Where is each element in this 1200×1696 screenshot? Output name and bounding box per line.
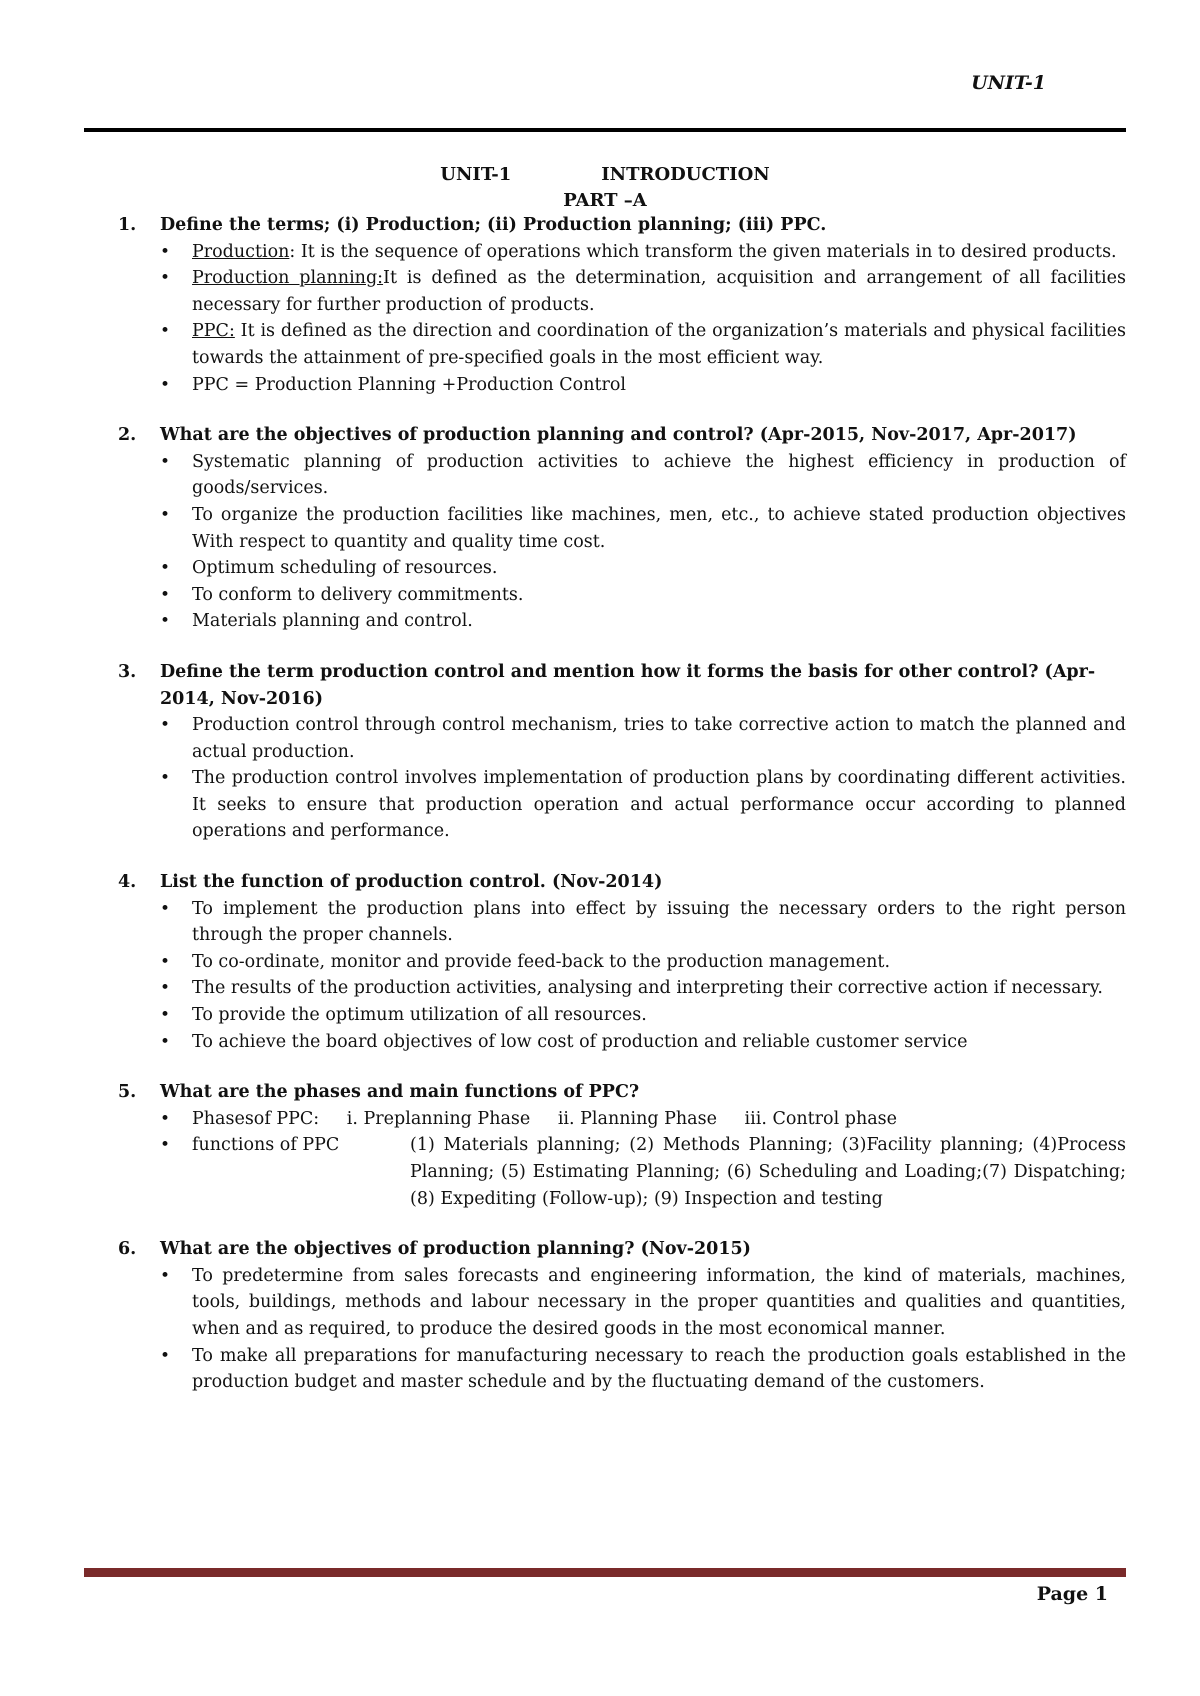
term-label: PPC:	[192, 321, 235, 342]
title-line	[84, 162, 1126, 188]
phase-3: iii. Control phase	[744, 1108, 897, 1129]
header-rule	[84, 128, 1126, 132]
list-item: • The production control involves implementation of production plans by coordinating different activities. It seeks to ensure that production operation and actual performance occur according to planned operations and performance.	[160, 765, 1126, 845]
intro-title: INTRODUCTION	[601, 164, 770, 185]
list-item: • To co-ordinate, monitor and provide feed-back to the production management.	[160, 949, 1126, 976]
footer-rule	[84, 1568, 1126, 1577]
question-number: 2.	[118, 425, 137, 446]
question-text: What are the objectives of production planning? (Nov-2015)	[160, 1239, 751, 1260]
item-text: : It is the sequence of operations which transform the given materials in to desired products.	[289, 241, 1117, 262]
item-text: PPC = Production Planning +Production Control	[192, 374, 626, 395]
question-text: Define the terms; (i) Production; (ii) Production planning; (iii) PPC.	[160, 215, 827, 235]
item-text: It is defined as the determination, acquisition and arrangement of all facilities necessary for further production of products.	[192, 268, 1126, 315]
question-number: 5.	[118, 1082, 137, 1103]
list-item	[160, 239, 1126, 266]
list-item: • To implement the production plans into effect by issuing the necessary orders to the right person through the proper channels.	[160, 896, 1126, 949]
list-item: • To achieve the board objectives of low cost of production and reliable customer service	[160, 1029, 1126, 1056]
question-text: List the function of production control. (Nov-2014)	[160, 872, 663, 893]
question-1	[118, 212, 1126, 239]
question-text: Define the term production control and mention how it forms the basis for other control? (Apr-2014, Nov-2016)	[160, 661, 1096, 709]
list-item	[160, 318, 1126, 371]
list-item: • To provide the optimum utilization of all resources.	[160, 1002, 1126, 1029]
question-5-answers	[160, 1106, 1126, 1212]
title-block	[84, 162, 1126, 214]
list-item: • To make all preparations for manufacturing necessary to reach the production goals established in the production budget and master schedule and by the fluctuating demand of the customers.	[160, 1343, 1126, 1396]
list-item: • To conform to delivery commitments.	[160, 582, 1126, 609]
functions-label: • functions of PPC	[192, 1135, 340, 1156]
term-label: Production planning:	[192, 268, 384, 289]
list-item: • To predetermine from sales forecasts and engineering information, the kind of materials, machines, tools, buildings, methods and labour necessary in the proper quantities and qualities and quantities, when and as required, to produce the desired goods in the most economical manner.	[160, 1263, 1126, 1343]
list-item	[160, 265, 1126, 318]
phases-label: Phasesof PPC:	[192, 1108, 320, 1129]
question-number: 6.	[118, 1239, 137, 1260]
list-item: • Materials planning and control.	[160, 608, 1126, 635]
list-item: • Optimum scheduling of resources.	[160, 555, 1126, 582]
phase-1: i. Preplanning Phase	[346, 1108, 531, 1129]
unit-title: UNIT-1	[440, 164, 512, 185]
phase-2: ii. Planning Phase	[557, 1108, 717, 1129]
list-item: • The results of the production activities, analysing and interpreting their corrective action if necessary.	[160, 975, 1126, 1002]
functions-item	[160, 1132, 1126, 1212]
phases-item	[160, 1106, 1126, 1133]
question-4	[118, 869, 1126, 896]
question-2-answers	[160, 449, 1126, 635]
question-4-answers	[160, 896, 1126, 1056]
question-number: 3.	[118, 661, 137, 682]
question-text: What are the phases and main functions of PPC?	[160, 1082, 640, 1103]
term-label: Production	[192, 241, 290, 262]
questions-content	[118, 212, 1126, 1396]
header-unit-label: UNIT-1	[971, 72, 1046, 94]
list-item: • Systematic planning of production activities to achieve the highest efficiency in production of goods/services.	[160, 449, 1126, 502]
question-5	[118, 1079, 1126, 1106]
page-number: Page 1	[1036, 1583, 1108, 1605]
list-item: • Production control through control mechanism, tries to take corrective action to match the planned and actual production.	[160, 712, 1126, 765]
question-number: 1.	[118, 215, 137, 235]
list-item	[160, 372, 1126, 399]
list-item: • To organize the production facilities like machines, men, etc., to achieve stated production objectives With respect to quantity and quality time cost.	[160, 502, 1126, 555]
question-1-answers	[160, 239, 1126, 399]
question-text: What are the objectives of production planning and control? (Apr-2015, Nov-2017, Apr-2017)	[160, 425, 1077, 446]
question-3-answers	[160, 712, 1126, 845]
question-3	[118, 659, 1126, 712]
question-6	[118, 1236, 1126, 1263]
functions-text: (1) Materials planning; (2) Methods Planning; (3)Facility planning; (4)Process Planning; (5) Estimating Planning; (6) Scheduling and Loading;(7) Dispatching; (8) Expediting (Follow-up); (9) Inspection and testing	[410, 1135, 1126, 1209]
question-number: 4.	[118, 872, 137, 893]
item-text: It is defined as the direction and coordination of the organization’s materials and physical facilities towards the attainment of pre-specified goals in the most efficient way.	[192, 321, 1126, 368]
part-title: PART –A	[563, 190, 647, 211]
question-6-answers	[160, 1263, 1126, 1396]
question-2	[118, 422, 1126, 449]
